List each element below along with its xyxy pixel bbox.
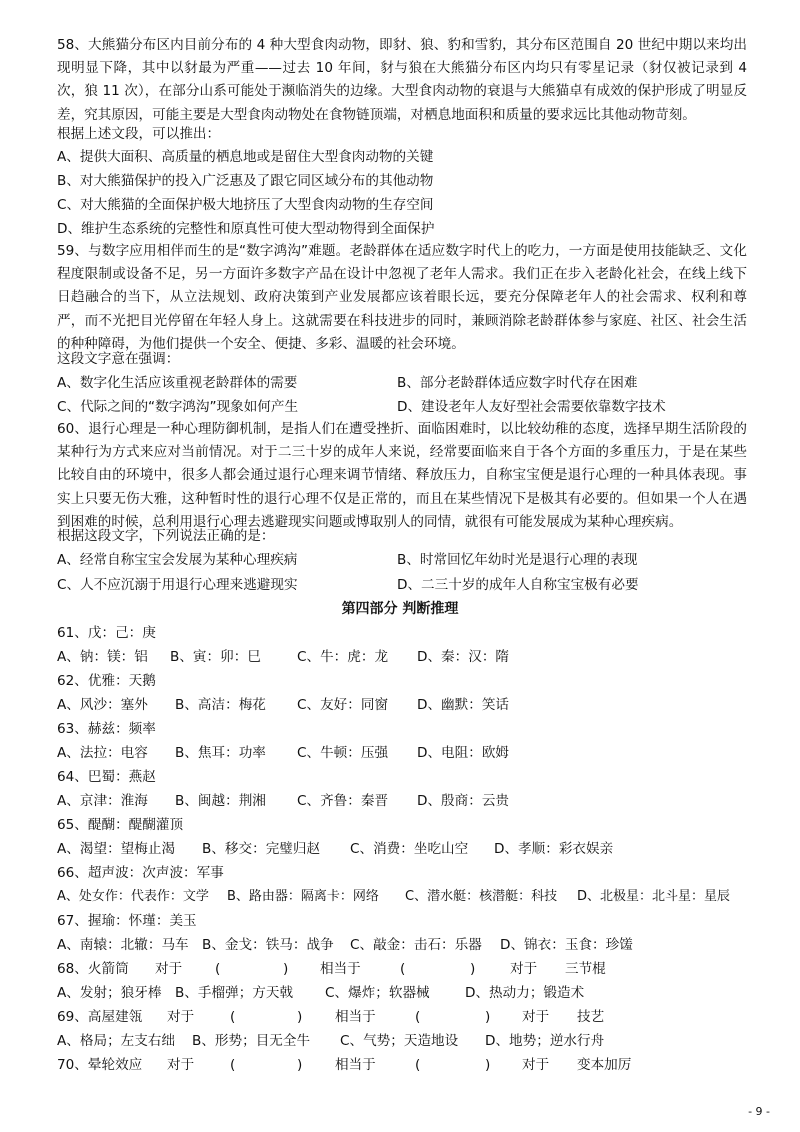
- q59-option-d[interactable]: D、建设老年人友好型社会需要依靠数字技术: [397, 399, 666, 415]
- q60-option-c[interactable]: C、人不应沉溺于用退行心理来逃避现实: [57, 577, 298, 593]
- q64-stem: 64、巴蜀：燕赵: [57, 769, 156, 785]
- q64-option-d[interactable]: D、殷商：云贵: [417, 793, 510, 809]
- q58-option-c[interactable]: C、对大熊猫的全面保护极大地挤压了大型食肉动物的生存空间: [57, 197, 434, 213]
- q60-option-d[interactable]: D、二三十岁的成年人自称宝宝极有必要: [397, 577, 639, 593]
- q60-option-a[interactable]: A、经常自称宝宝会发展为某种心理疾病: [57, 552, 298, 568]
- q69-word-1: 对于: [167, 1009, 195, 1025]
- q70-blank-1-close: ): [297, 1057, 303, 1073]
- q68-option-c[interactable]: C、爆炸；软器械: [325, 985, 430, 1001]
- q70-word-2: 相当于: [335, 1057, 376, 1073]
- q68-stem: [57, 958, 757, 980]
- q69-word-3: 对于: [522, 1009, 550, 1025]
- q69-option-c[interactable]: C、气势；天造地设: [340, 1033, 459, 1049]
- q68-option-b[interactable]: B、手榴弹；方天戟: [175, 985, 294, 1001]
- q69-term: 69、高屋建瓴: [57, 1009, 143, 1025]
- q70-word-3: 对于: [522, 1057, 550, 1073]
- q69-options: [57, 1030, 757, 1052]
- q60-prompt: 根据这段文字，下列说法正确的是：: [57, 528, 275, 544]
- q69-stem: [57, 1006, 757, 1028]
- q63-option-d[interactable]: D、电阻：欧姆: [417, 745, 510, 761]
- q63-option-c[interactable]: C、牛顿：压强: [297, 745, 389, 761]
- q70-word-1: 对于: [167, 1057, 195, 1073]
- q61-option-d[interactable]: D、秦：汉：隋: [417, 649, 510, 665]
- q60-stem: 60、退行心理是一种心理防御机制，是指人们在遭受挫折、面临困难时，以比较幼稚的态度，选择早期生活阶段的某种行为方式来应对当前情况。对于二三十岁的成年人来说，经常要面临来自于各个方面的多重压力，于是在某些比较自由的环境中，很多人都会通过退行心理来调节情绪、释放压力，自称宝宝便是退行心理的一种具体表现。事实上只要无伤大雅，这种暂时性的退行心理不仅是正常的，而且在某些情况下是极其有必要的。但如果一个人在遇到困难的时候，总利用退行心理去逃避现实问题或博取别人的同情，就很有可能发展成为某种心理疾病。: [57, 421, 747, 530]
- q61-option-c[interactable]: C、牛：虎：龙: [297, 649, 389, 665]
- q66-option-a[interactable]: A、处女作：代表作：文学: [57, 889, 209, 904]
- q58-option-b[interactable]: B、对大熊猫保护的投入广泛惠及了跟它同区域分布的其他动物: [57, 173, 434, 189]
- q70-blank-2-close: ): [485, 1057, 491, 1073]
- q68-word-3: 对于: [510, 961, 538, 977]
- q68-word-1: 对于: [155, 961, 183, 977]
- q66-option-b[interactable]: B、路由器：隔离卡：网络: [227, 889, 379, 904]
- q62-options: [57, 694, 757, 716]
- q58-stem: 58、大熊猫分布区内目前分布的 4 种大型食肉动物，即豺、狼、豹和雪豹，其分布区范围自 20 世纪中期以来均出现明显下降，其中以豺最为严重——过去 10 年间，豺与狼在大熊猫分布区内均只有零星记录（豺仅被记录到 4次，狼 11 次），在部分山系可能处于濒临消失的边缘。大型食肉动物的衰退与大熊猫卓有成效的保护形成了明显反差，究其原因，可能主要是大型食肉动物处在食物链顶端，对栖息地面积和质量的要求远比其他动物苛刻。: [57, 37, 747, 123]
- q65-option-c[interactable]: C、消费：坐吃山空: [350, 841, 469, 857]
- q69-option-b[interactable]: B、形势；目无全牛: [192, 1033, 311, 1049]
- q69-blank-1-open: (: [230, 1009, 236, 1025]
- q69-blank-2-close: ): [485, 1009, 491, 1025]
- q69-blank-2-open: (: [415, 1009, 421, 1025]
- q70-target: 变本加厉: [577, 1057, 632, 1073]
- q67-option-a[interactable]: A、南辕：北辙：马车: [57, 937, 189, 953]
- q69-word-2: 相当于: [335, 1009, 376, 1025]
- q65-option-b[interactable]: B、移交：完璧归赵: [202, 841, 321, 857]
- q63-option-a[interactable]: A、法拉：电容: [57, 745, 148, 761]
- q62-stem: 62、优雅：天鹅: [57, 673, 156, 689]
- q58-option-a[interactable]: A、提供大面积、高质量的栖息地或是留住大型食肉动物的关键: [57, 149, 434, 165]
- q66-options: [57, 886, 757, 908]
- q63-options: [57, 742, 757, 764]
- q59-prompt: 这段文字意在强调：: [57, 351, 180, 367]
- q68-blank-2-close: ): [470, 961, 476, 977]
- section-title: 第四部分 判断推理: [341, 601, 459, 617]
- q68-blank-1-open: (: [215, 961, 221, 977]
- q64-option-a[interactable]: A、京津：淮海: [57, 793, 148, 809]
- q62-option-c[interactable]: C、友好：同窗: [297, 697, 389, 713]
- q70-stem: [57, 1054, 757, 1076]
- q62-option-b[interactable]: B、高洁：梅花: [175, 697, 266, 713]
- q59-option-c[interactable]: C、代际之间的“数字鸿沟”现象如何产生: [57, 399, 299, 415]
- q70-term: 70、晕轮效应: [57, 1057, 143, 1073]
- q58-option-d[interactable]: D、维护生态系统的完整性和原真性可使大型动物得到全面保护: [57, 221, 435, 237]
- q68-target: 三节棍: [565, 961, 606, 977]
- q68-word-2: 相当于: [320, 961, 361, 977]
- q64-option-b[interactable]: B、闽越：荆湘: [175, 793, 266, 809]
- q68-term: 68、火箭筒: [57, 961, 129, 977]
- q67-options: [57, 934, 757, 956]
- q61-option-b[interactable]: B、寅：卯：巳: [170, 649, 261, 665]
- q63-stem: 63、赫兹：频率: [57, 721, 156, 737]
- q69-option-a[interactable]: A、格局；左支右绌: [57, 1033, 176, 1049]
- q68-blank-2-open: (: [400, 961, 406, 977]
- page-number: - 9 -: [748, 1105, 770, 1118]
- q67-option-c[interactable]: C、敲金：击石：乐器: [350, 937, 482, 953]
- q68-option-d[interactable]: D、热动力；锻造术: [465, 985, 585, 1001]
- q65-option-d[interactable]: D、孝顺：彩衣娱亲: [494, 841, 614, 857]
- q59-option-b[interactable]: B、部分老龄群体适应数字时代存在困难: [397, 375, 638, 391]
- q61-option-a[interactable]: A、钠：镁：铝: [57, 649, 148, 665]
- q65-options: [57, 838, 757, 860]
- q62-option-d[interactable]: D、幽默：笑话: [417, 697, 510, 713]
- q65-option-a[interactable]: A、渴望：望梅止渴: [57, 841, 176, 857]
- q66-option-c[interactable]: C、潜水艇：核潜艇：科技: [405, 889, 558, 904]
- q64-options: [57, 790, 757, 812]
- q69-target: 技艺: [577, 1009, 605, 1025]
- q61-stem: 61、戊：己：庚: [57, 625, 156, 641]
- q58-prompt: 根据上述文段，可以推出：: [57, 126, 221, 142]
- q67-option-b[interactable]: B、金戈：铁马：战争: [202, 937, 334, 953]
- q69-option-d[interactable]: D、地势；逆水行舟: [485, 1033, 605, 1049]
- q59-stem: 59、与数字应用相伴而生的是“数字鸿沟”难题。老龄群体在适应数字时代上的吃力，一方面是使用技能缺乏、文化程度限制或设备不足，另一方面许多数字产品在设计中忽视了老年人需求。我们正在步入老龄化社会，在线上线下日趋融合的当下，从立法规划、政府决策到产业发展都应该着眼长远，要充分保障老年人的社会需求、权利和尊严，而不光把目光停留在年轻人身上。这就需要在科技进步的同时，兼顾消除老龄群体参与家庭、社区、社会生活的种种障碍，为他们提供一个安全、便捷、多彩、温暖的社会环境。: [57, 243, 747, 352]
- q60-option-b[interactable]: B、时常回忆年幼时光是退行心理的表现: [397, 552, 638, 568]
- q64-option-c[interactable]: C、齐鲁：秦晋: [297, 793, 389, 809]
- q63-option-b[interactable]: B、焦耳：功率: [175, 745, 266, 761]
- q66-option-d[interactable]: D、北极星：北斗星：星辰: [577, 889, 731, 904]
- q68-options: [57, 982, 757, 1004]
- q70-blank-2-open: (: [415, 1057, 421, 1073]
- q70-blank-1-open: (: [230, 1057, 236, 1073]
- q68-blank-1-close: ): [283, 961, 289, 977]
- q62-option-a[interactable]: A、风沙：塞外: [57, 697, 148, 713]
- q59-option-a[interactable]: A、数字化生活应该重视老龄群体的需要: [57, 375, 298, 391]
- q67-stem: 67、握瑜：怀瑾：美玉: [57, 913, 197, 929]
- q61-options: [57, 646, 757, 668]
- q66-stem: 66、超声波：次声波：军事: [57, 865, 224, 881]
- q67-option-d[interactable]: D、锦衣：玉食：珍馐: [500, 937, 633, 953]
- q69-blank-1-close: ): [297, 1009, 303, 1025]
- q65-stem: 65、醍醐：醍醐灌顶: [57, 817, 184, 833]
- q68-option-a[interactable]: A、发射；狼牙棒: [57, 985, 162, 1001]
